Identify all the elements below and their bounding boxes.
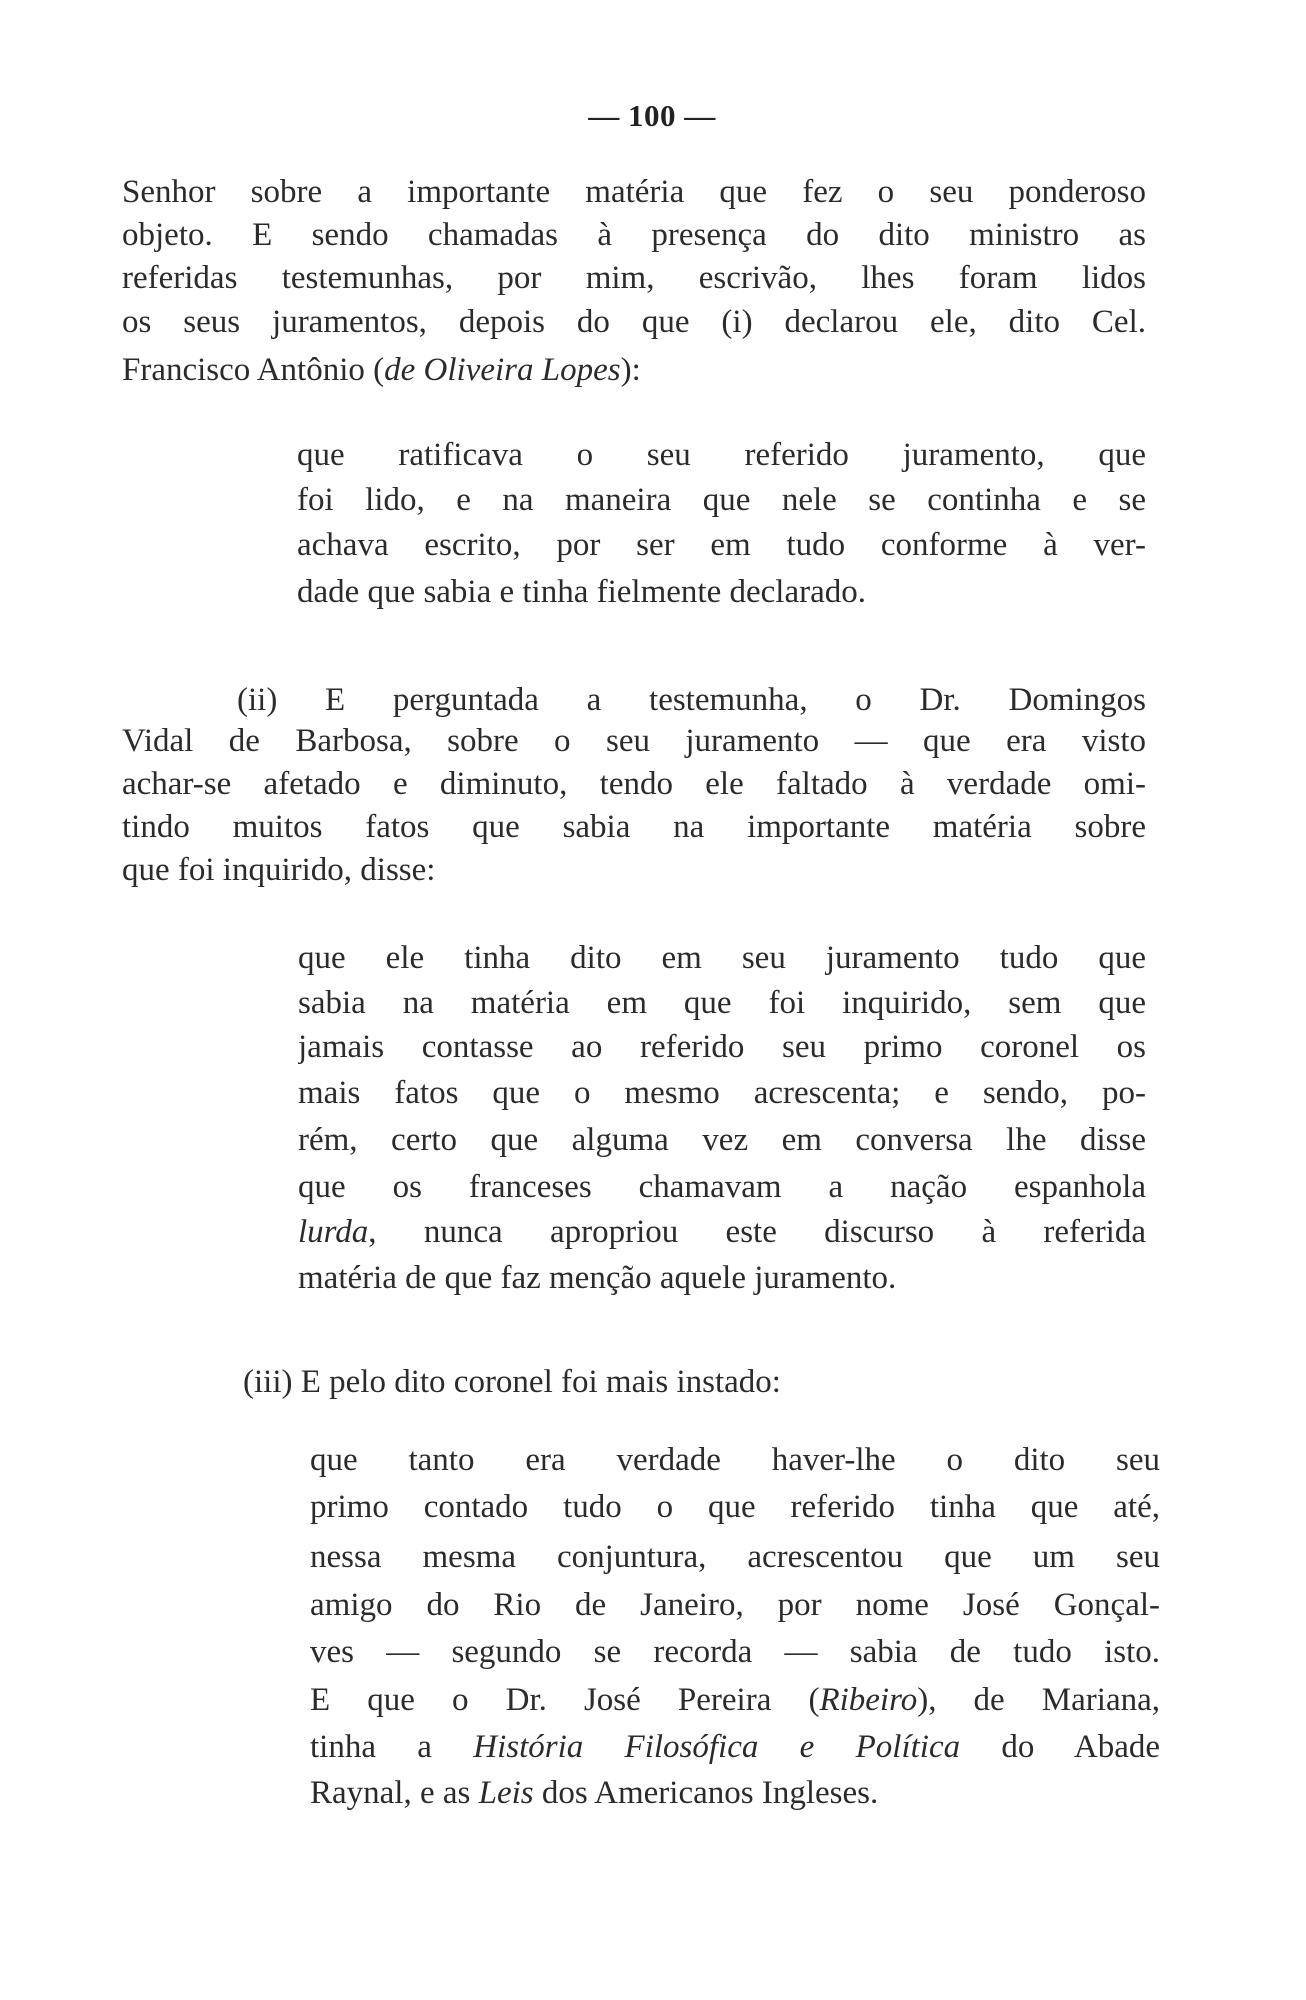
text-run: primo contado tudo o que referido tinha que até,	[310, 1489, 1160, 1525]
text-run: os seus juramentos, depois do que (i) declarou ele, dito Cel.	[122, 304, 1146, 340]
text-line	[297, 572, 1146, 612]
text-run: nessa mesma conjuntura, acrescentou que um seu	[310, 1539, 1160, 1575]
text-run: achar-se afetado e diminuto, tendo ele faltado à verdade omi-	[122, 766, 1146, 802]
text-line	[122, 850, 1146, 890]
text-line	[297, 525, 1146, 565]
text-run: tindo muitos fatos que sabia na importante matéria sobre	[122, 809, 1146, 845]
text-line	[298, 1167, 1146, 1207]
text-run: dos Americanos Ingleses.	[533, 1775, 879, 1811]
text-line	[310, 1585, 1160, 1625]
text-line	[297, 435, 1146, 475]
text-line	[122, 215, 1146, 255]
text-run: matéria de que faz menção aquele juramento.	[298, 1260, 897, 1296]
text-run: Francisco Antônio (	[122, 352, 385, 388]
text-line	[298, 1120, 1146, 1160]
text-run: que ele tinha dito em seu juramento tudo que	[298, 940, 1146, 976]
text-run: rém, certo que alguma vez em conversa lhe disse	[298, 1122, 1146, 1158]
italic-text: Ribeiro	[819, 1682, 918, 1718]
text-run: do Abade	[960, 1729, 1160, 1765]
text-run: Senhor sobre a importante matéria que fez o seu ponderoso	[122, 174, 1146, 210]
text-run: que tanto era verdade haver-lhe o dito seu	[310, 1442, 1160, 1478]
text-run: jamais contasse ao referido seu primo coronel os	[298, 1029, 1146, 1065]
text-line	[298, 1258, 1146, 1298]
text-run: ):	[620, 352, 641, 388]
page-number: — 100 —	[588, 98, 716, 133]
text-run: Raynal, e as	[310, 1775, 479, 1811]
text-run: Vidal de Barbosa, sobre o seu juramento — que era visto	[122, 723, 1146, 759]
text-run: achava escrito, por ser em tudo conforme à ver-	[297, 527, 1146, 563]
text-line	[298, 938, 1146, 978]
text-line	[310, 1632, 1160, 1672]
text-line	[122, 807, 1146, 847]
text-run: (iii) E pelo dito coronel foi mais instado:	[243, 1364, 781, 1400]
italic-text: de Oliveira Lopes	[384, 352, 621, 388]
text-line	[310, 1537, 1160, 1577]
text-line	[122, 302, 1146, 342]
text-run: objeto. E sendo chamadas à presença do dito ministro as	[122, 217, 1146, 253]
text-line	[122, 258, 1146, 298]
text-line	[310, 1487, 1160, 1527]
text-line	[310, 1440, 1160, 1480]
text-line	[297, 480, 1146, 520]
text-run: ), de Mariana,	[917, 1682, 1160, 1718]
text-line	[122, 172, 1146, 212]
text-run: foi lido, e na maneira que nele se continha e se	[297, 482, 1146, 518]
text-run: referidas testemunhas, por mim, escrivão, lhes foram lidos	[122, 260, 1146, 296]
text-line	[237, 680, 1146, 720]
text-line	[298, 1027, 1146, 1067]
text-run: amigo do Rio de Janeiro, por nome José Gonçal-	[310, 1587, 1160, 1623]
text-line	[122, 350, 1146, 390]
italic-text: Leis	[478, 1775, 534, 1811]
text-run: ves — segundo se recorda — sabia de tudo isto.	[310, 1634, 1160, 1670]
text-run: que foi inquirido, disse:	[122, 852, 436, 888]
text-run: sabia na matéria em que foi inquirido, sem que	[298, 985, 1146, 1021]
text-line	[298, 983, 1146, 1023]
text-line	[310, 1773, 1160, 1813]
text-run: tinha a	[310, 1729, 474, 1765]
text-run: dade que sabia e tinha fielmente declarado.	[297, 574, 866, 610]
italic-text: História Filosófica e Política	[473, 1729, 961, 1765]
text-line	[122, 721, 1146, 761]
text-run: , nunca apropriou este discurso à referida	[368, 1214, 1146, 1250]
text-run: que os franceses chamavam a nação espanhola	[298, 1169, 1146, 1205]
italic-text: lurda	[298, 1214, 369, 1250]
text-line	[310, 1680, 1160, 1720]
text-run: mais fatos que o mesmo acrescenta; e sendo, po-	[298, 1075, 1146, 1111]
text-line	[243, 1362, 1160, 1402]
text-run: E que o Dr. José Pereira (	[310, 1682, 820, 1718]
text-line	[310, 1727, 1160, 1767]
text-run: (ii) E perguntada a testemunha, o Dr. Domingos	[237, 682, 1146, 718]
text-run: que ratificava o seu referido juramento, que	[297, 437, 1146, 473]
text-line	[298, 1073, 1146, 1113]
text-line	[122, 764, 1146, 804]
text-line	[298, 1212, 1146, 1252]
